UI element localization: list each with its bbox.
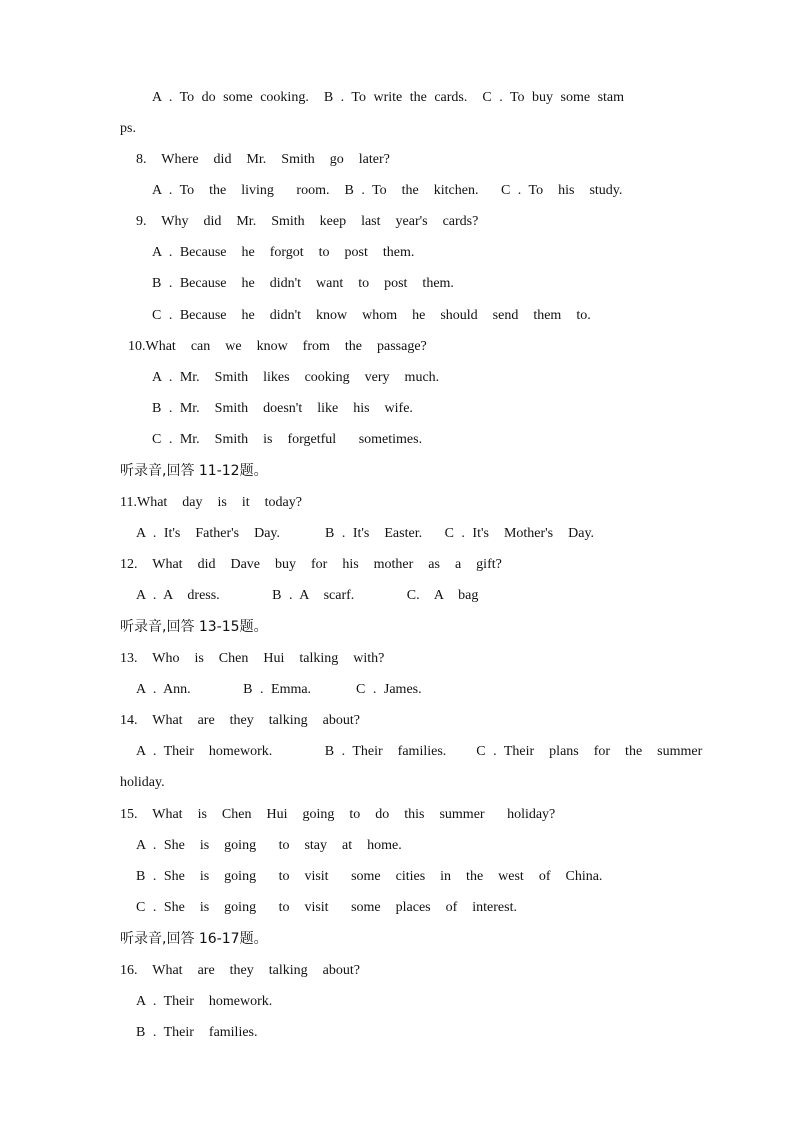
question-10-option-c: C . Mr. Smith is forgetful sometimes. (152, 432, 423, 447)
question-13: 13. Who is Chen Hui talking with? (120, 651, 385, 666)
section-heading-16-17: 听录音,回答 16-17题。 (120, 931, 268, 947)
section-heading-11-12: 听录音,回答 11-12题。 (120, 463, 268, 479)
question-8: 8. Where did Mr. Smith go later? (136, 152, 390, 167)
question-15: 15. What is Chen Hui going to do this summer holiday? (120, 807, 556, 822)
question-12-options: A . A dress. B . A scarf. C. A bag (136, 588, 479, 603)
question-8-options: A . To the living room. B . To the kitchen. C . To his study. (152, 183, 623, 198)
question-9-option-a: A . Because he forgot to post them. (152, 245, 415, 260)
question-9-option-c: C . Because he didn't know whom he should send them to. (152, 308, 591, 323)
question-10-option-b: B . Mr. Smith doesn't like his wife. (152, 401, 413, 416)
question-14: 14. What are they talking about? (120, 713, 360, 728)
question-15-option-a: A . She is going to stay at home. (136, 838, 402, 853)
question-10-option-a: A . Mr. Smith likes cooking very much. (152, 370, 440, 385)
question-11-options: A . It's Father's Day. B . It's Easter. C . It's Mother's Day. (136, 526, 595, 541)
question-9: 9. Why did Mr. Smith keep last year's cards? (136, 214, 479, 229)
question-14-options-cont: holiday. (120, 775, 165, 790)
q7-options-line1: A . To do some cooking. B . To write the cards. C . To buy some stam (152, 90, 625, 105)
question-12: 12. What did Dave buy for his mother as a gift? (120, 557, 502, 572)
question-11: 11.What day is it today? (120, 495, 302, 510)
question-16: 16. What are they talking about? (120, 963, 360, 978)
question-15-option-c: C . She is going to visit some places of interest. (136, 900, 517, 915)
question-13-options: A . Ann. B . Emma. C . James. (136, 682, 422, 697)
question-16-option-b: B . Their families. (136, 1025, 258, 1040)
section-heading-13-15: 听录音,回答 13-15题。 (120, 619, 268, 635)
q7-options-line2: ps. (120, 121, 136, 136)
question-9-option-b: B . Because he didn't want to post them. (152, 276, 454, 291)
question-14-options: A . Their homework. B . Their families. C . Their plans for the summer (136, 744, 703, 759)
question-10: 10.What can we know from the passage? (128, 339, 427, 354)
question-16-option-a: A . Their homework. (136, 994, 273, 1009)
question-15-option-b: B . She is going to visit some cities in the west of China. (136, 869, 603, 884)
